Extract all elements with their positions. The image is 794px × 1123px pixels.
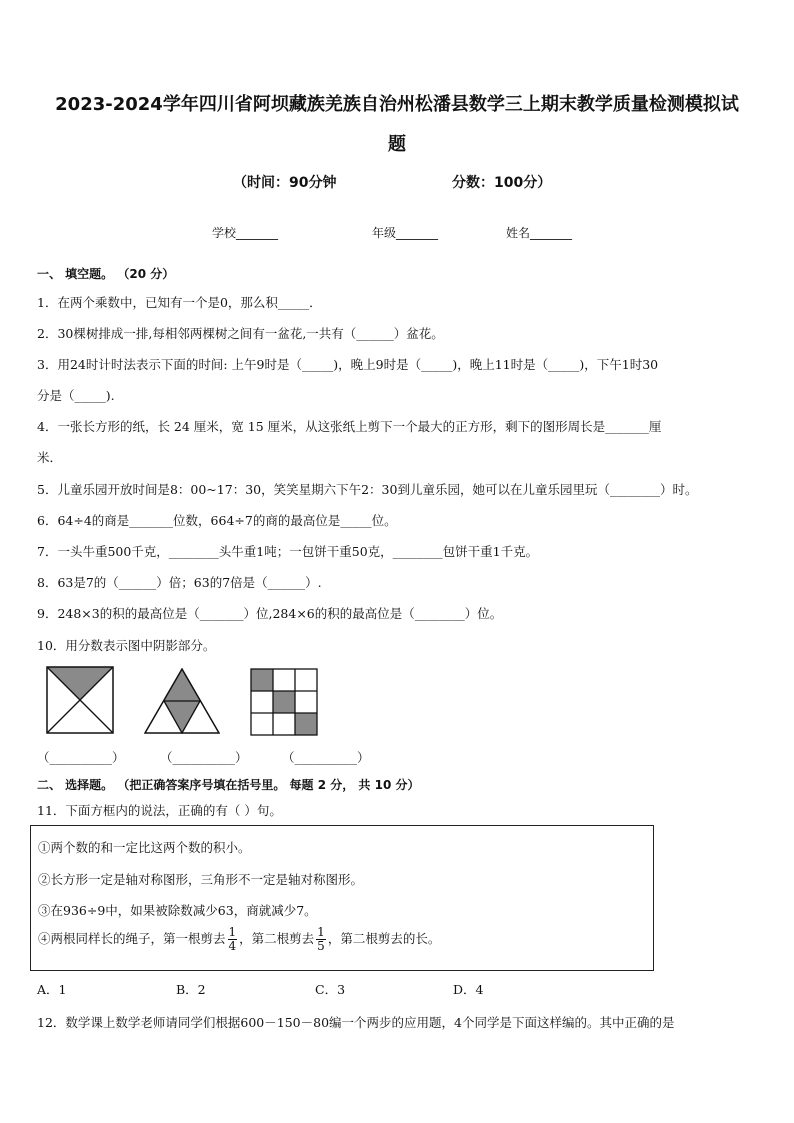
school-field: 学校_______ <box>212 226 279 240</box>
statement-4-part1: ④两根同样长的绳子，第一根剪去 <box>38 931 226 946</box>
triangle-figure <box>144 668 220 734</box>
question-10: 10．用分数表示图中阴影部分。 <box>37 638 216 653</box>
option-a: A．1 <box>37 982 67 997</box>
page-title-cont: 题 <box>388 134 406 155</box>
question-12: 12．数学课上数学老师请同学们根据600－150－80编一个两步的应用题，4个同学是下面这样编的。其中正确的是 <box>37 1015 675 1030</box>
question-6: 6．64÷4的商是_______位数，664÷7的商的最高位是_____位。 <box>37 513 397 528</box>
statement-3: ③在936÷9中，如果被除数减少63，商就减少7。 <box>38 903 317 918</box>
option-d: D．4 <box>453 982 484 997</box>
shaded-middle-triangle <box>164 701 200 733</box>
question-4: 4．一张长方形的纸，长 24 厘米，宽 15 厘米，从这张纸上剪下一个最大的正方形，剩下的图形周长是_______厘 <box>37 419 662 434</box>
fraction-denominator: 4 <box>228 939 237 953</box>
fraction-denominator: 5 <box>317 939 325 953</box>
statement-1: ①两个数的和一定比这两个数的积小。 <box>38 840 251 855</box>
answer-blank-1: （__________） <box>37 750 125 765</box>
shaded-top-triangle <box>164 669 200 701</box>
question-1: 1．在两个乘数中，已知有一个是0，那么积_____． <box>37 295 322 310</box>
question-2: 2．30棵树排成一排,每相邻两棵树之间有一盆花,一共有（______）盆花。 <box>37 326 444 341</box>
option-b: B．2 <box>176 982 206 997</box>
section-fill-blank: 一、 填空题。 （20 分） <box>37 267 175 281</box>
statement-2: ②长方形一定是轴对称图形，三角形不一定是轴对称图形。 <box>38 872 364 887</box>
answer-blank-3: （__________） <box>282 750 370 765</box>
question-7: 7．一头牛重500千克，________头牛重1吨；一包饼干重50克，________包饼干重1千克。 <box>37 544 539 559</box>
question-11: 11．下面方框内的说法，正确的有（ ）句。 <box>37 803 282 818</box>
square-diagonals-figure <box>46 666 114 734</box>
statement-4 <box>38 926 440 953</box>
question-3: 3．用24时计时法表示下面的时间: 上午9时是（_____)，晚上9时是（_____)，晚上11时是（_____)，下午1时30 <box>37 357 659 372</box>
fraction-numerator: 1 <box>317 925 325 939</box>
statement-4-part3: ，第二根剪去的长。 <box>327 931 441 946</box>
time-label: （时间：90分钟 <box>233 175 337 191</box>
name-field: 姓名_______ <box>506 226 573 240</box>
score-label: 分数：100分） <box>452 175 552 191</box>
question-4-cont: 米． <box>37 450 63 465</box>
shaded-cell <box>273 691 295 713</box>
answer-blank-2: （__________） <box>160 750 248 765</box>
shaded-cell <box>295 713 317 735</box>
question-9: 9．248×3的积的最高位是（_______）位,284×6的积的最高位是（________）位。 <box>37 606 503 621</box>
section-multiple-choice: 二、 选择题。 （把正确答案序号填在括号里。 每题 2 分， 共 10 分） <box>37 778 420 792</box>
grade-field: 年级_______ <box>372 226 439 240</box>
fraction-one-fifth <box>316 926 326 953</box>
fraction-one-quarter <box>228 926 238 953</box>
statement-4-part2: ，第二根剪去 <box>239 931 315 946</box>
shaded-cell <box>251 669 273 691</box>
grid-figure <box>250 668 318 736</box>
question-5: 5．儿童乐园开放时间是8：00~17：30，笑笑星期六下午2：30到儿童乐园，她可以在儿童乐园里玩（________）时。 <box>37 482 698 497</box>
question-8: 8．63是7的（______）倍；63的7倍是（______）. <box>37 575 322 590</box>
fraction-numerator: 1 <box>228 925 237 939</box>
option-c: C．3 <box>315 982 346 997</box>
page-title: 2023-2024学年四川省阿坝藏族羌族自治州松潘县数学三上期末教学质量检测模拟试 <box>55 94 739 115</box>
question-3-cont: 分是（_____). <box>37 388 115 403</box>
shaded-triangle <box>47 667 113 700</box>
